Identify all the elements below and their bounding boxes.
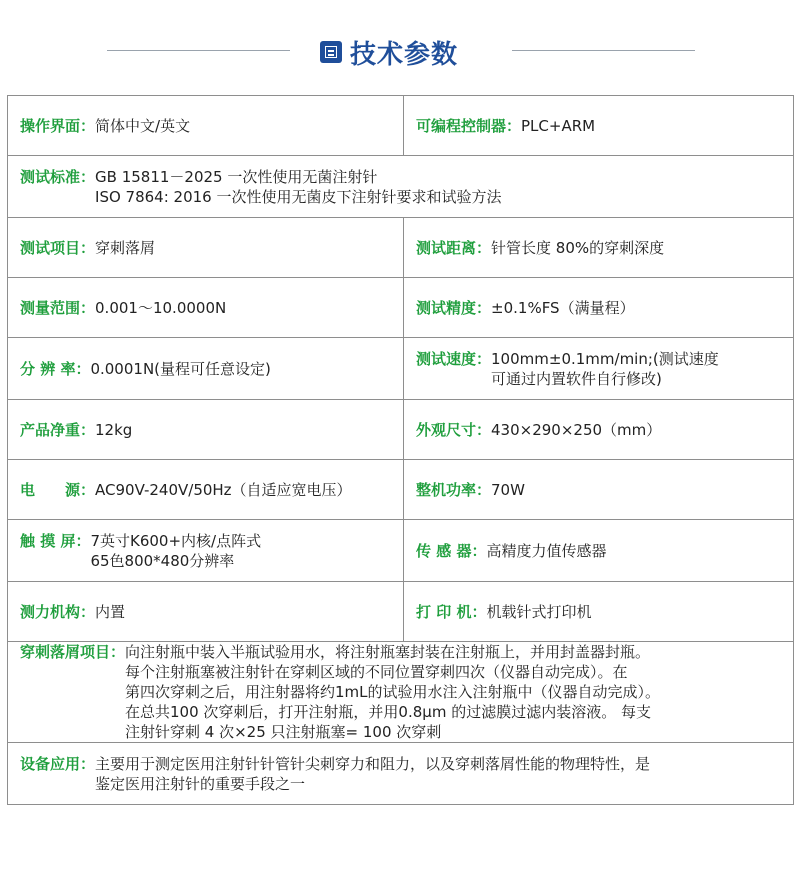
spec-field: [20, 359, 391, 379]
spec-label: 穿刺落屑项目：: [20, 643, 126, 661]
spec-value: [95, 480, 352, 500]
spec-cell: [8, 642, 794, 743]
spec-row: [8, 520, 794, 582]
spec-field: [416, 349, 781, 389]
spec-value: [491, 420, 661, 440]
spec-field: [416, 298, 781, 318]
spec-value: [125, 642, 660, 742]
spec-label: 分 辨 率：: [20, 359, 91, 378]
spec-label: 测量范围：: [20, 298, 96, 317]
spec-label: 设备应用：: [20, 754, 96, 773]
spec-value: [95, 754, 650, 794]
spec-field: [20, 298, 391, 318]
spec-label: 测试项目：: [20, 238, 96, 257]
spec-row: [8, 400, 794, 460]
spec-value-line: 70W: [491, 480, 525, 499]
spec-value-line: 高精度力值传感器: [486, 541, 607, 560]
spec-value: [486, 602, 591, 622]
spec-value: [95, 602, 125, 622]
spec-value-line: 0.001～10.0000N: [95, 298, 227, 317]
spec-cell: [404, 278, 794, 338]
spec-value-line: GB 15811－2025 一次性使用无菌注射针: [95, 167, 378, 186]
header-divider-left: [107, 50, 290, 51]
spec-label: 传 感 器：: [416, 541, 487, 560]
spec-field: [416, 541, 781, 561]
spec-value: [95, 238, 155, 258]
spec-row: [8, 743, 794, 805]
spec-value: [95, 298, 226, 318]
spec-value: [486, 541, 606, 561]
spec-row: [8, 96, 794, 156]
spec-field: [416, 420, 781, 440]
spec-value: [95, 116, 190, 136]
spec-value-line: AC90V-240V/50Hz（自适应宽电压）: [95, 480, 352, 499]
spec-label: 电 源：: [20, 480, 96, 499]
spec-cell: [8, 96, 404, 156]
spec-value: [491, 480, 525, 500]
spec-value: [491, 298, 635, 318]
section-title: 技术参数: [350, 39, 459, 70]
spec-value: [491, 238, 664, 258]
spec-label: 可编程控制器：: [416, 116, 522, 135]
spec-cell: [8, 460, 404, 520]
spec-label: 操作界面：: [20, 116, 96, 135]
spec-field: [416, 238, 781, 258]
spec-field: [20, 238, 391, 258]
spec-value-line: 针管长度 80%的穿刺深度: [491, 238, 665, 257]
spec-value: [90, 359, 270, 379]
spec-field: [20, 602, 391, 622]
spec-value-line: PLC+ARM: [521, 116, 596, 135]
spec-table: [7, 95, 794, 805]
spec-field: [20, 642, 781, 742]
spec-label: 测试精度：: [416, 298, 492, 317]
spec-value-line: 在总共100 次穿刺后，打开注射瓶，并用0.8μm 的过滤膜过滤内装溶液。 每支: [125, 703, 651, 721]
spec-value-line: 每个注射瓶塞被注射针在穿刺区域的不同位置穿刺四次（仪器自动完成）。在: [125, 663, 628, 681]
spec-row: [8, 156, 794, 218]
spec-label: 测试速度：: [416, 349, 492, 368]
spec-value-line: 鉴定医用注射针的重要手段之一: [95, 774, 306, 793]
spec-field: [20, 116, 391, 136]
section-header: [0, 30, 800, 74]
spec-value-line: 7英寸K600+内核/点阵式: [90, 531, 262, 550]
spec-label: 测力机构：: [20, 602, 96, 621]
spec-cell: [8, 156, 794, 218]
spec-value-line: 机载针式打印机: [486, 602, 592, 621]
spec-field: [20, 420, 391, 440]
spec-label: 测试标准：: [20, 167, 96, 186]
spec-value-line: 内置: [95, 602, 126, 621]
spec-value-line: ±0.1%FS（满量程）: [491, 298, 635, 317]
spec-label: 整机功率：: [416, 480, 492, 499]
spec-cell: [8, 278, 404, 338]
spec-value-line: 0.0001N(量程可任意设定): [90, 359, 271, 378]
spec-row: [8, 460, 794, 520]
spec-label: 外观尺寸：: [416, 420, 492, 439]
spec-row: [8, 278, 794, 338]
spec-field: [416, 116, 781, 136]
spec-cell: [8, 582, 404, 642]
spec-value-line: 穿刺落屑: [95, 238, 156, 257]
spec-value: [491, 349, 719, 389]
spec-cell: [8, 520, 404, 582]
spec-value: [521, 116, 595, 136]
spec-label: 触 摸 屏：: [20, 531, 91, 550]
spec-value-line: 第四次穿刺之后，用注射器将约1mL的试验用水注入注射瓶中（仪器自动完成）。: [125, 683, 661, 701]
spec-cell: [8, 218, 404, 278]
spec-label: 打 印 机：: [416, 602, 487, 621]
spec-value-line: 100mm±0.1mm/min;(测试速度: [491, 349, 719, 368]
header-divider-right: [512, 50, 695, 51]
spec-value-line: 主要用于测定医用注射针针管针尖刺穿力和阻力，以及穿刺落屑性能的物理特性，是: [95, 754, 651, 773]
spec-cell: [8, 743, 794, 805]
spec-row: [8, 338, 794, 400]
spec-value-line: 注射针穿刺 4 次×25 只注射瓶塞= 100 次穿刺: [125, 723, 442, 741]
spec-value-line: ISO 7864: 2016 一次性使用无菌皮下注射针要求和试验方法: [95, 187, 502, 206]
spec-field: [20, 754, 781, 794]
spec-value-line: 65色800*480分辨率: [90, 551, 235, 570]
spec-row: [8, 582, 794, 642]
spec-label: 产品净重：: [20, 420, 96, 439]
spec-field: [20, 480, 391, 500]
spec-value-line: 可通过内置软件自行修改): [491, 369, 662, 388]
header-title-group: [320, 34, 458, 70]
spec-cell: [404, 338, 794, 400]
spec-value: [90, 531, 261, 571]
spec-value-line: 向注射瓶中装入半瓶试验用水，将注射瓶塞封装在注射瓶上，并用封盖器封瓶。: [125, 643, 651, 661]
spec-label: 测试距离：: [416, 238, 492, 257]
spec-value: [95, 167, 501, 207]
spec-cell: [404, 218, 794, 278]
spec-cell: [404, 520, 794, 582]
spec-field: [20, 167, 781, 207]
spec-field: [20, 531, 391, 571]
spec-cell: [8, 400, 404, 460]
document-icon: [320, 41, 342, 63]
spec-field: [416, 480, 781, 500]
spec-row: [8, 642, 794, 743]
spec-cell: [404, 582, 794, 642]
spec-cell: [404, 96, 794, 156]
spec-value-line: 12kg: [95, 420, 133, 439]
spec-row: [8, 218, 794, 278]
spec-field: [416, 602, 781, 622]
spec-value: [95, 420, 132, 440]
spec-value-line: 简体中文/英文: [95, 116, 191, 135]
spec-value-line: 430×290×250（mm）: [491, 420, 662, 439]
spec-cell: [404, 460, 794, 520]
spec-cell: [404, 400, 794, 460]
spec-cell: [8, 338, 404, 400]
